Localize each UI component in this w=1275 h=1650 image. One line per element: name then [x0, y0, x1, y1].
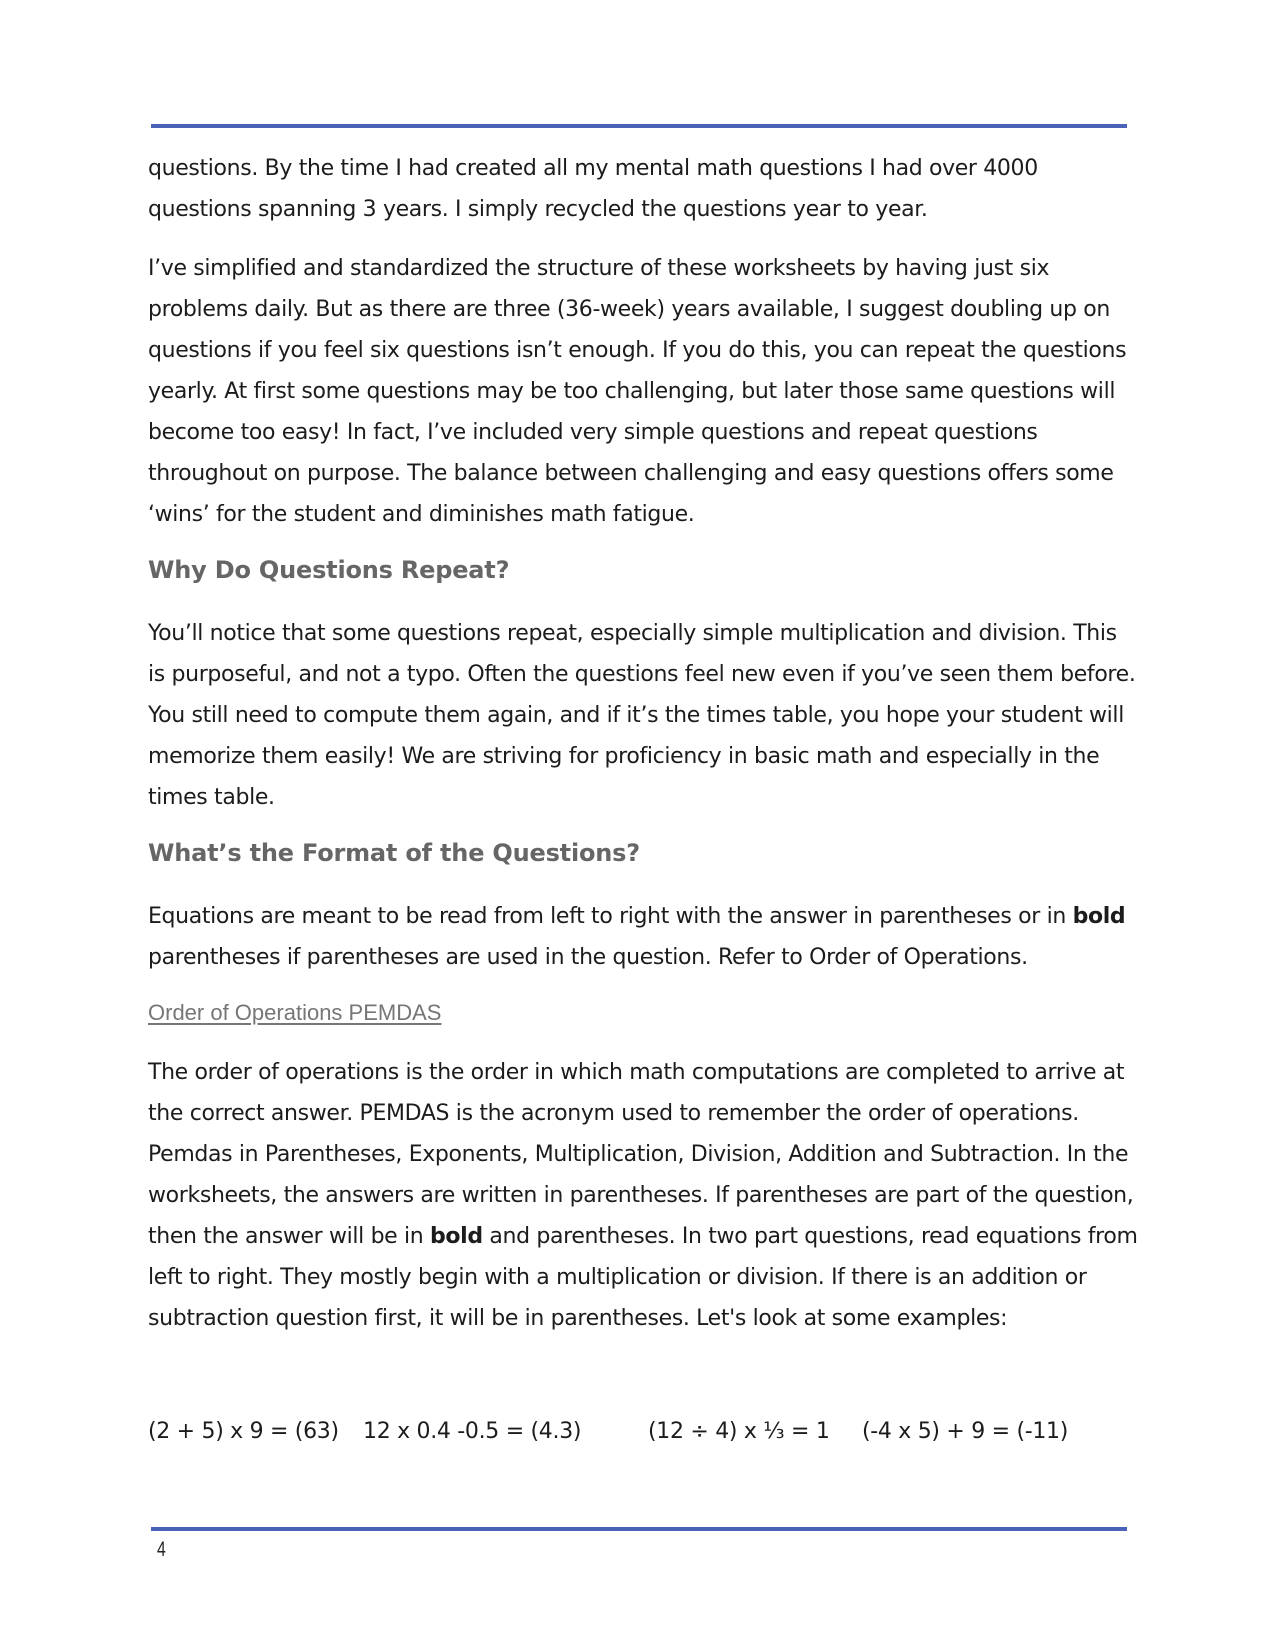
format-text-end: parentheses if parentheses are used in the question. Refer to Order of Operations. — [148, 945, 1028, 970]
pemdas-subheading — [148, 996, 1138, 1030]
example-equation-1: (2 + 5) x 9 = (63) — [148, 1419, 339, 1444]
paragraph-recycled-questions: questions. By the time I had created all my mental math questions I had over 4000 questions spanning 3 years. I simply recycled the questions year to year. — [148, 156, 1038, 222]
heading-question-format: What’s the Format of the Questions? — [148, 839, 640, 867]
pemdas-link[interactable]: Order of Operations PEMDAS — [148, 1000, 442, 1025]
format-text-start: Equations are meant to be read from left to right with the answer in parentheses or in — [148, 904, 1073, 929]
page-number: 4 — [157, 1538, 166, 1561]
header-rule — [151, 124, 1127, 128]
example-equations — [148, 1412, 1138, 1452]
paragraph-format-explanation — [148, 896, 1138, 978]
example-equation-2: 12 x 0.4 -0.5 = (4.3) — [363, 1419, 582, 1444]
pemdas-text-start: The order of operations is the order in which math computations are completed to arrive at the correct answer. PEMDAS is the acronym used to remember the order of operations. Pemdas in Parentheses, Exponents, Multiplication, Division, Addition and Subtraction. In the worksheets, the answers are written in parentheses. If parentheses are part of the question, then the answer will be in — [148, 1060, 1134, 1249]
pemdas-text-end: and parentheses. In two part questions, read equations from left to right. They mostly begin with a multiplication or division. If there is an addition or subtraction question first, it will be in parentheses. Let's look at some examples: — [148, 1224, 1138, 1331]
heading-why-repeat: Why Do Questions Repeat? — [148, 556, 510, 584]
document-body — [148, 148, 1138, 1357]
pemdas-bold-word: bold — [430, 1224, 483, 1249]
paragraph-worksheet-structure: I’ve simplified and standardized the structure of these worksheets by having just six problems daily. But as there are three (36-week) years available, I suggest doubling up on questions if you feel six questions isn’t enough. If you do this, you can repeat the questions yearly. At first some questions may be too challenging, but later those same questions will become too easy! In fact, I’ve included very simple questions and repeat questions throughout on purpose. The balance between challenging and easy questions offers some ‘wins’ for the student and diminishes math fatigue. — [148, 256, 1127, 527]
footer-rule — [151, 1527, 1127, 1531]
example-equation-4: (-4 x 5) + 9 = (-11) — [862, 1419, 1069, 1444]
format-bold-word: bold — [1072, 904, 1126, 929]
example-equation-3: (12 ÷ 4) x ⅓ = 1 — [648, 1419, 830, 1444]
paragraph-repeat-explanation: You’ll notice that some questions repeat, especially simple multiplication and division. This is purposeful, and not a typo. Often the questions feel new even if you’ve seen them before. You still need to compute them again, and if it’s the times table, you hope your student will memorize them easily! We are striving for proficiency in basic math and especially in the times table. — [148, 621, 1136, 810]
paragraph-order-of-operations — [148, 1052, 1138, 1339]
